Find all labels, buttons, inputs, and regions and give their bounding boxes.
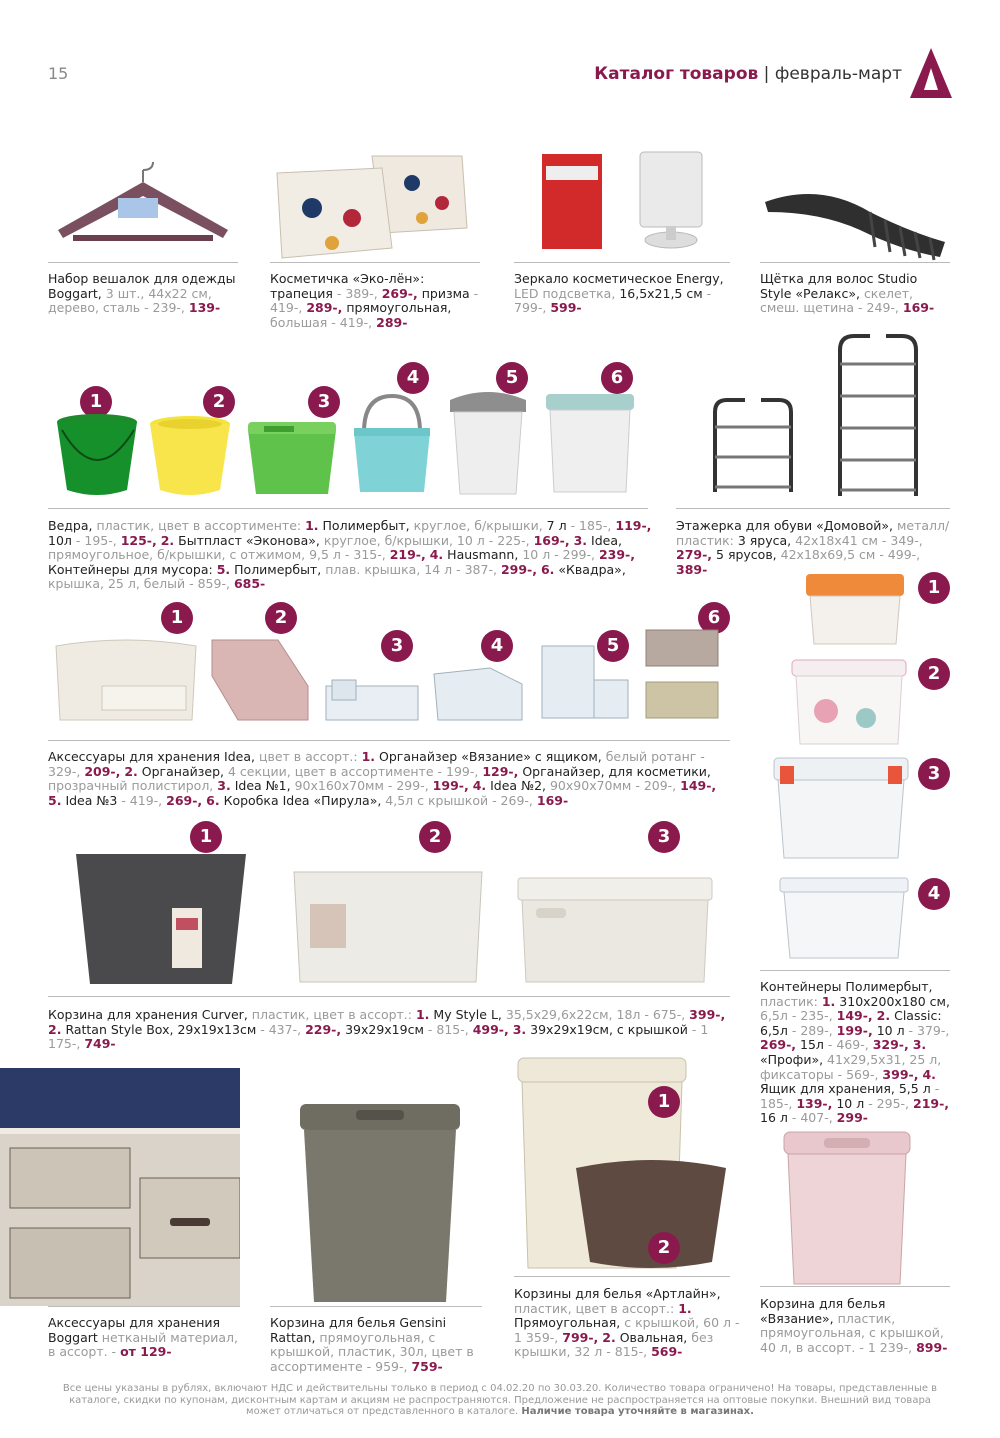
mirror-description: Зеркало косметическое Energy, LED подсветка, 16,5x21,5 см - 799-, 599- — [514, 271, 724, 316]
brand-logo-icon — [910, 48, 952, 98]
curver-badge-2: 2 — [419, 821, 451, 853]
curver-badge-3: 3 — [648, 821, 680, 853]
pirula-box-image — [640, 626, 724, 724]
catalog-header: Каталог товаров | февраль-март — [594, 64, 902, 84]
container-badge-2: 2 — [918, 658, 950, 690]
pink-organizer-image — [208, 636, 312, 724]
bucket-badge-3: 3 — [308, 386, 340, 418]
divider — [48, 740, 730, 741]
idea-badge-3: 3 — [381, 630, 413, 662]
green-bucket-image — [52, 410, 142, 500]
container-badge-3: 3 — [918, 758, 950, 790]
idea-badge-4: 4 — [481, 630, 513, 662]
containers-description: Контейнеры Полимербыт, пластик: 1. 310x200x180 см, 6,5л - 235-, 149-, 2. Classic: 6,5л - 289-, 199-, 10 л - 379-, 269-, 15л - 469-, 329-, 3. «Профи», 41x29,5x31, 25 л, фиксаторы - 569-, 399-, 4. Ящик для хранения, 5,5 л - 185-, 139-, 10 л - 295-, 219-, 16 л - 407-, 299- — [760, 979, 950, 1126]
divider — [760, 262, 950, 263]
curver-description: Корзина для хранения Curver, пластик, цвет в ассорт.: 1. My Style L, 35,5x29,6x22см, 18л - 675-, 399-, 2. Rattan Style Box, 29x19x13см - 437-, 229-, 39x29x19см - 815-, 499-, 3. 39x29x19см, с крышкой - 1 175-, 749- — [48, 1007, 726, 1052]
idea-badge-1: 1 — [161, 602, 193, 634]
mop-bucket-image — [244, 412, 340, 498]
yellow-bucket-image — [146, 412, 234, 498]
divider — [514, 1276, 730, 1277]
artline-description: Корзины для белья «Артлайн», пластик, цвет в ассорт.: 1. Прямоугольная, с крышкой, 60 л - 1 359-, 799-, 2. Овальная, без крышки, 32 л - 815-, 569- — [514, 1286, 740, 1360]
container-badge-4: 4 — [918, 878, 950, 910]
container-profi-image — [770, 752, 912, 864]
hair-brush-image — [760, 172, 950, 262]
brush-description: Щётка для волос Studio Style «Релакс», скелет, смеш. щетина - 249-, 169- — [760, 271, 935, 316]
hangers-description: Набор вешалок для одежды Boggart, 3 шт., 44x22 см, дерево, сталь - 239-, 139- — [48, 271, 236, 316]
divider — [48, 1306, 240, 1307]
divider — [270, 262, 480, 263]
knit-laundry-basket-image — [780, 1128, 914, 1288]
cosmetic-bag-description: Косметичка «Эко-лён»: трапеция - 389-, 269-, призма - 419-, 289-, прямоугольная, большая - 419-, 289- — [270, 271, 479, 330]
idea-badge-5: 5 — [597, 630, 629, 662]
cosmetic-organizer-1-image — [322, 676, 422, 724]
divider — [270, 1306, 482, 1307]
bucket-badge-4: 4 — [397, 362, 429, 394]
curver-badge-1: 1 — [190, 821, 222, 853]
divider — [676, 508, 950, 509]
divider — [760, 1286, 950, 1287]
boggart-description: Аксессуары для хранения Boggart нетканый материал, в ассорт. - от 129- — [48, 1315, 239, 1360]
gensini-description: Корзина для белья Gensini Rattan, прямоугольная, с крышкой, пластик, 30л, цвет в ассортименте - 959-, 759- — [270, 1315, 474, 1374]
trash-bin-image — [446, 386, 530, 498]
artline-badge-1: 1 — [648, 1086, 680, 1118]
boggart-storage-photo — [0, 1068, 240, 1306]
container-orange-image — [800, 570, 910, 648]
buckets-description: Ведра, пластик, цвет в ассортименте: 1. Полимербыт, круглое, б/крышки, 7 л - 185-, 119-, 10л - 195-, 125-, 2. Бытпласт «Эконова», круглое, б/крышки, 10 л - 225-, 169-, 3. Idea, прямоугольное, б/крышки, с отжимом, 9,5 л - 315-, 219-, 4. Hausmann, 10 л - 299-, 239-, Контейнеры для мусора: 5. Полимербыт, плав. крышка, 14 л - 387-, 299-, 6. «Квадра», крышка, 25 л, белый - 859-, 685- — [48, 518, 652, 592]
bucket-badge-2: 2 — [203, 386, 235, 418]
divider — [48, 262, 238, 263]
divider — [48, 996, 730, 997]
blue-bucket-image — [352, 392, 432, 496]
knit-organizer-image — [52, 636, 200, 724]
footer-disclaimer: Все цены указаны в рублях, включают НДС и действительны только в период с 04.02.20 по 30.03.20. Количество товара ограничено! На товары, представленные в каталоге, скидки по купонам, дисконтным картам и акциям не распространяются. Предложение не распространяется на оптовые покупки. Внешний вид товара может отличаться от представленного в каталоге. Наличие товара уточняйте в магазинах. — [62, 1383, 938, 1417]
gensini-basket-image — [296, 1100, 464, 1306]
cosmetic-bag-image — [272, 148, 472, 260]
divider — [514, 262, 730, 263]
hangers-image — [48, 160, 238, 260]
bucket-badge-6: 6 — [601, 362, 633, 394]
catalog-title: Каталог товаров — [594, 64, 759, 84]
storage-box-image — [776, 874, 912, 962]
shoe-rack-description: Этажерка для обуви «Домовой», металл/пластик: 3 яруса, 42x18x41 см - 349-, 279-, 5 ярусов, 42x18x69,5 см - 499-, 389- — [676, 518, 950, 577]
artline-badge-2: 2 — [648, 1232, 680, 1264]
hangers-price: 139- — [188, 300, 221, 316]
bucket-badge-5: 5 — [496, 362, 528, 394]
shoe-rack-3-image — [705, 392, 801, 496]
container-badge-1: 1 — [918, 572, 950, 604]
mirror-image — [540, 148, 710, 260]
cosmetic-organizer-2-image — [430, 664, 526, 724]
page-number: 15 — [48, 64, 69, 83]
shoe-rack-5-image — [830, 330, 926, 500]
cosmetic-organizer-3-image — [538, 636, 632, 726]
curver-basket-dark-image — [72, 848, 250, 988]
divider — [760, 970, 950, 971]
idea-badge-2: 2 — [265, 602, 297, 634]
square-bin-image — [544, 392, 636, 496]
catalog-period: февраль-март — [774, 64, 902, 84]
curver-basket-white-image — [290, 864, 486, 986]
bucket-badge-1: 1 — [80, 386, 112, 418]
container-floral-image — [786, 656, 912, 748]
divider — [48, 508, 648, 509]
curver-box-lid-image — [516, 876, 714, 986]
idea-badge-6: 6 — [698, 602, 730, 634]
idea-storage-description: Аксессуары для хранения Idea, цвет в ассорт.: 1. Органайзер «Вязание» с ящиком, белый ротанг - 329-, 209-, 2. Органайзер, 4 секции, цвет в ассортименте - 199-, 129-, Органайзер, для косметики, прозрачный полистирол, 3. Idea №1, 90x160x70мм - 299-, 199-, 4. Idea №2, 90x90x70мм - 209-, 149-, 5. Idea №3 - 419-, 269-, 6. Коробка Idea «Пирула», 4,5л с крышкой - 269-, 169- — [48, 749, 717, 808]
knit-basket-description: Корзина для белья «Вязание», пластик, прямоугольная, с крышкой, 40 л, в ассорт. - 1 239-, 899- — [760, 1296, 948, 1355]
